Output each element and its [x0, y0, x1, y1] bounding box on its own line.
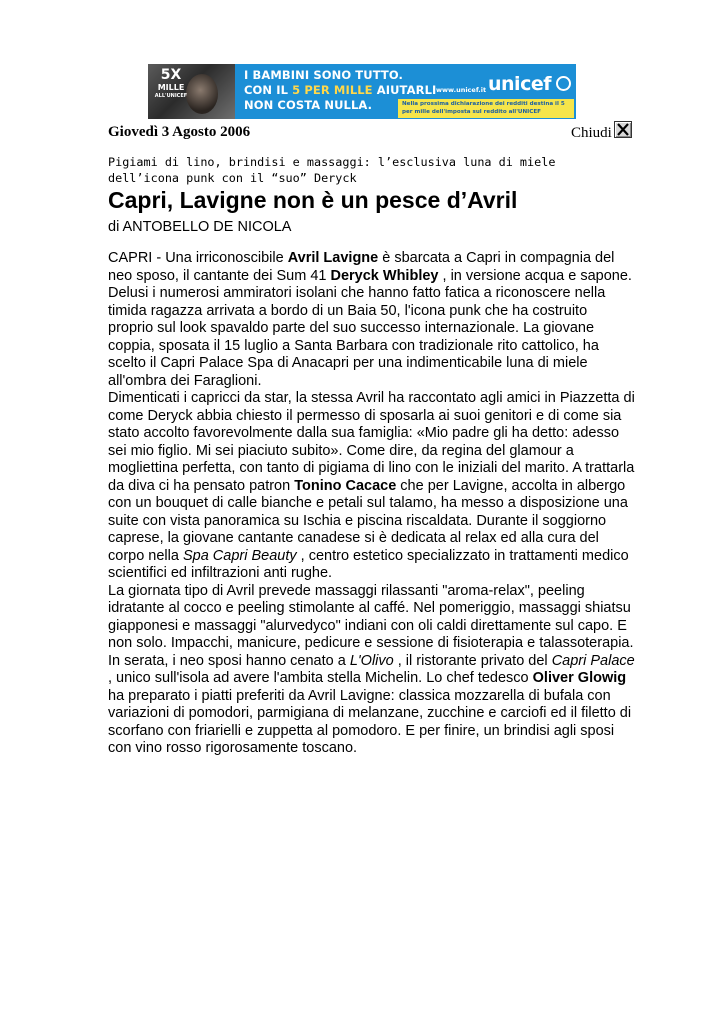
name-deryck-whibley: Deryck Whibley [330, 267, 439, 284]
hotel-name: Capri Palace [551, 652, 635, 669]
unicef-logo: unicef [488, 73, 551, 95]
banner-note: Nella prossima dichiarazione dei redditi destina il 5 per mille dell'imposta sul reddito all'UNICEF [398, 99, 574, 118]
close-x-glyph [617, 123, 629, 136]
p3-text-e: , unico sull'isola ad avere l'ambita stella Michelin. Lo chef tedesco [108, 670, 533, 686]
article-headline: Capri, Lavigne non è un pesce d’Avril [108, 187, 518, 213]
banner-line2-pre: CON IL [244, 83, 293, 97]
article-kicker: Pigiami di lino, brindisi e massaggi: l’esclusiva luna di miele dell’icona punk con il “suo” Deryck [108, 155, 556, 185]
close-icon[interactable] [614, 121, 632, 138]
article-byline: di ANTOBELLO DE NICOLA [108, 219, 292, 235]
badge-small: ALL'UNICEF [154, 93, 188, 99]
badge-number: 5X [160, 67, 182, 83]
banner-line2 [244, 83, 436, 98]
p1-text-a: CAPRI - Una irriconoscibile [108, 250, 288, 266]
name-oliver-glowig: Oliver Glowig [532, 670, 627, 686]
paragraph-2 [108, 390, 636, 583]
paragraph-1 [108, 250, 636, 390]
banner-badge [154, 68, 188, 99]
name-tonino-cacace: Tonino Cacace [294, 477, 397, 494]
unicef-banner[interactable] [148, 64, 576, 119]
p2-text-c: che per Lavigne, accolta in albergo con un bouquet di calle bianche e petali sul talamo, ha messo a disposizione una suite con vista panoramica su Ischia e piscina riscaldata. Durante il soggiorno caprese, la giovane cantante canadese si è dedicata al relax ed alla cura del corpo nella [108, 477, 628, 564]
name-avril-lavigne: Avril Lavigne [287, 250, 379, 266]
unicef-globe-icon [556, 76, 571, 91]
p2-text-a: Dimenticati i capricci da star, la stessa Avril ha raccontato agli amici in Piazzetta di come Deryck abbia chiesto il permesso di sposarla ai suoi genitori e di come sia stato accolto favorevolmente dalla sua famiglia: «Mio padre gli ha detto: adesso sei mio figlio. Mi sei piaciuto subito». Come dire, da regina del glamour a mogliettina perfetta, con tanto di pigiama di lino con le iniziali del marito. A trattarla da diva ci ha pensato patron [108, 390, 635, 494]
p2-text-e: , centro estetico specializzato in trattamenti medico scientifici ed infiltrazioni anti rughe. [108, 547, 629, 581]
banner-line2-post: AIUTARLI [372, 83, 437, 97]
restaurant-name: L'Olivo [349, 652, 394, 669]
banner-line2-highlight: 5 PER MILLE [292, 83, 373, 97]
spa-name: Spa Capri Beauty [182, 547, 297, 564]
close-label[interactable]: Chiudi [571, 125, 612, 141]
paragraph-3 [108, 583, 636, 758]
banner-url[interactable]: www.unicef.it [436, 86, 487, 94]
child-face-image [186, 74, 218, 114]
p3-text-c: , il ristorante privato del [393, 652, 552, 669]
p3-text-a: La giornata tipo di Avril prevede massaggi rilassanti "aroma-relax", peeling idratante al cocco e peeling stimolante al caffé. Nel pomeriggio, massaggi shiatsu giapponesi e massaggi "alurvedyco" indiani con oli caldi direttamente sul capo. E non solo. Impacchi, manicure, pedicure e sessione di fisioterapia e talassoterapia. In serata, i neo sposi hanno cenato a [108, 582, 634, 669]
p1-text-e: , in versione acqua e sapone. Delusi i numerosi ammiratori isolani che hanno fatto fatica a riconoscere nella timida ragazza arrivata a bordo di un Baia 50, l'icona punk che ha costruito proprio sul look spavaldo parte del suo successo internazionale. La giovane coppia, sposata il 15 luglio a Santa Barbara con tradizionale rito cattolico, ha scelto il Capri Palace Spa di Anacapri per una indimenticabile luna di miele all'ombra dei Faraglioni. [108, 267, 632, 389]
banner-line3: NON COSTA NULLA. [244, 98, 373, 112]
article-body [108, 250, 636, 758]
child-photo [148, 64, 235, 119]
badge-word: MILLE [157, 83, 185, 92]
article-date: Giovedì 3 Agosto 2006 [108, 124, 251, 140]
p1-text-c: è sbarcata a Capri in compagnia del neo sposo, il cantante dei Sum 41 [108, 250, 615, 284]
banner-line1: I BAMBINI SONO TUTTO. [244, 68, 403, 82]
p3-text-g: ha preparato i piatti preferiti da Avril Lavigne: classica mozzarella di bufala con variazioni di pomodori, parmigiana di melanzane, zucchine e carciofi ed il filetto di scorfano con friarielli e zuppetta al pomodoro. E per finire, un brindisi agli sposi con vino rosso rigorosamente toscano. [108, 687, 632, 756]
